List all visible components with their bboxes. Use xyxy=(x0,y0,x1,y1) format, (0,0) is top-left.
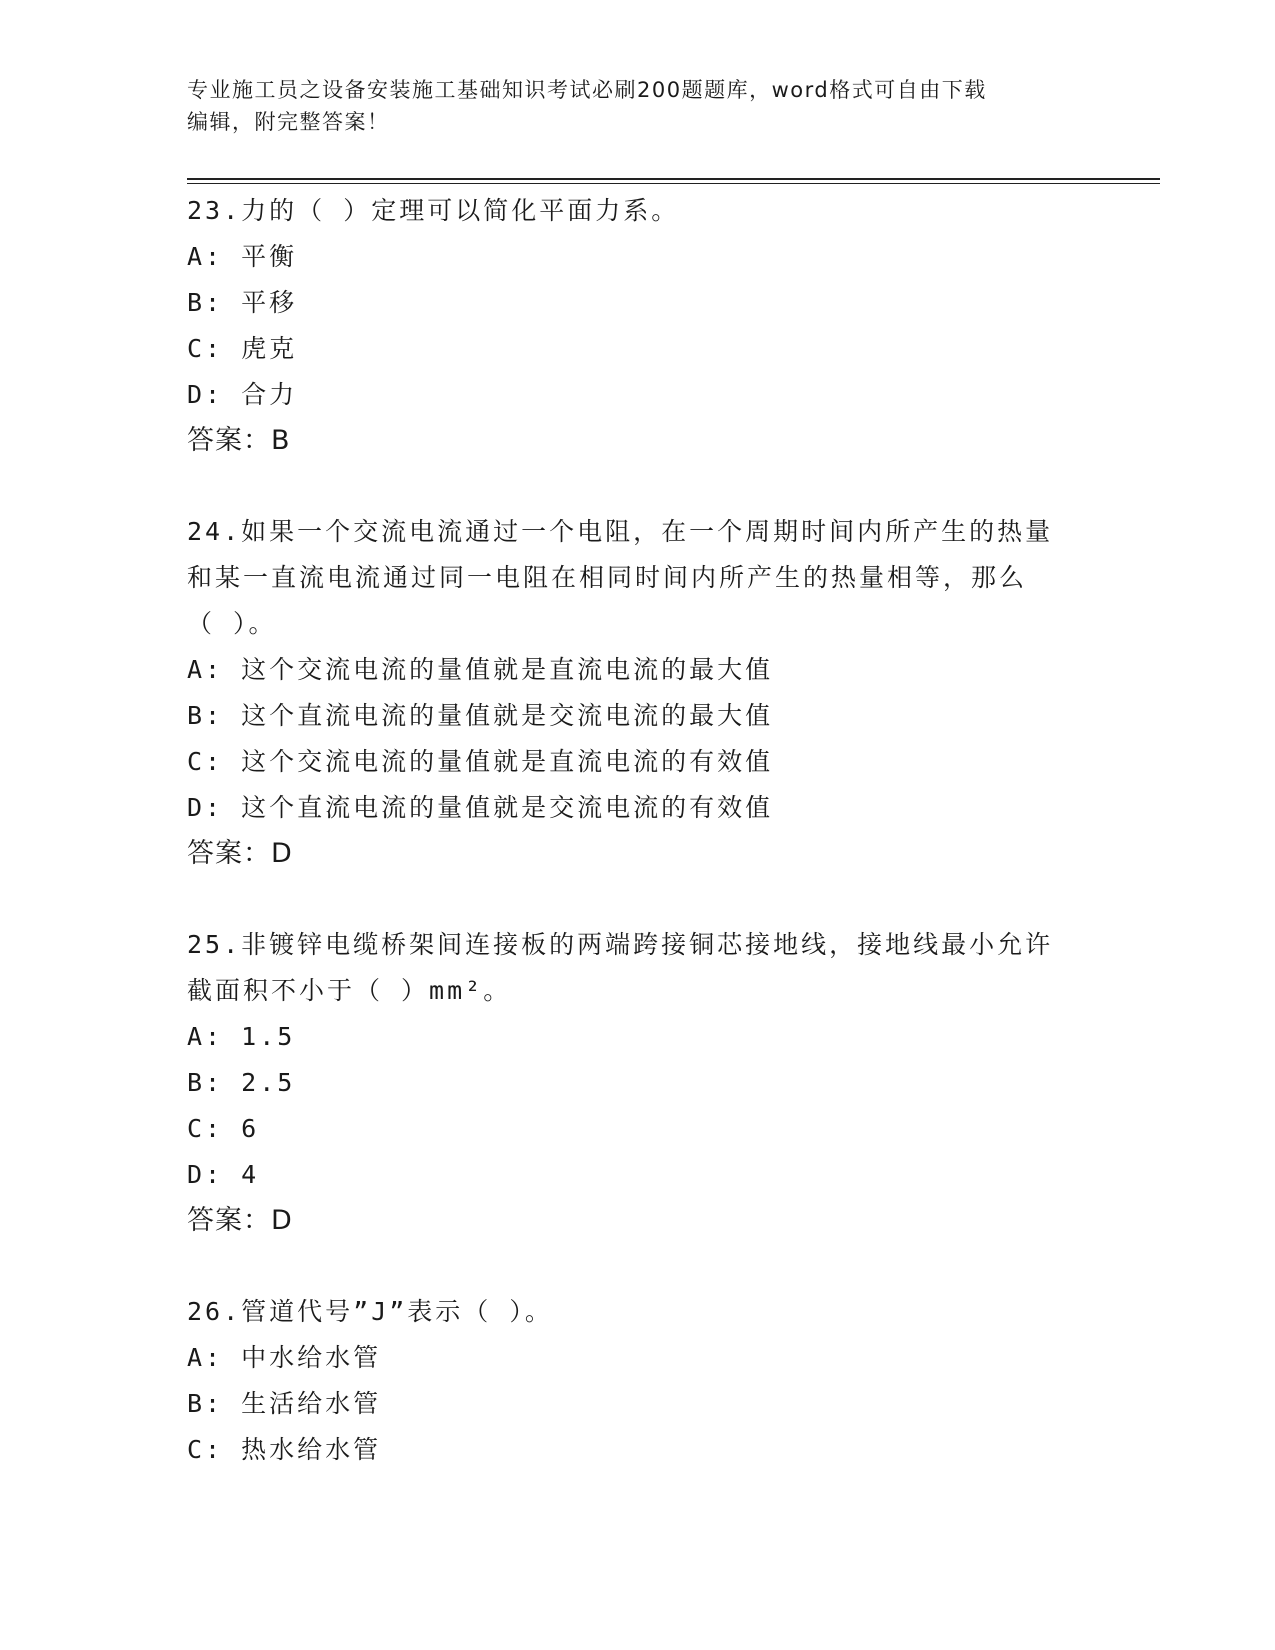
stem-line: 和某一直流电流通过同一电阻在相同时间内所产生的热量相等，那么 xyxy=(187,563,1028,592)
header-divider-thick xyxy=(187,178,1160,180)
option-d: D: 合力 xyxy=(187,380,298,409)
stem-line: 截面积不小于（ ）mm²。 xyxy=(187,976,512,1005)
option-a: A: 1.5 xyxy=(187,1022,296,1051)
question-stem xyxy=(187,188,1087,234)
option-d: D: 这个直流电流的量值就是交流电流的有效值 xyxy=(187,793,774,822)
answer-line: 答案：D xyxy=(187,838,293,869)
stem-line: 26.管道代号”J”表示（ ）。 xyxy=(187,1297,553,1326)
option-a: A: 中水给水管 xyxy=(187,1343,382,1372)
answer-line: 答案：B xyxy=(187,425,291,456)
question-26 xyxy=(187,1289,1087,1473)
option-c: C: 虎克 xyxy=(187,334,298,363)
option-d: D: 4 xyxy=(187,1160,260,1189)
stem-line: 25.非镀锌电缆桥架间连接板的两端跨接铜芯接地线，接地线最小允许 xyxy=(187,930,1054,959)
question-stem xyxy=(187,509,1087,647)
question-list xyxy=(187,188,1087,1518)
option-a: A: 平衡 xyxy=(187,242,298,271)
header-divider-thin xyxy=(187,183,1160,184)
option-b: B: 平移 xyxy=(187,288,298,317)
option-c: C: 6 xyxy=(187,1114,260,1143)
option-b: B: 2.5 xyxy=(187,1068,296,1097)
stem-line: （ ）。 xyxy=(187,609,277,638)
option-b: B: 这个直流电流的量值就是交流电流的最大值 xyxy=(187,701,774,730)
option-b: B: 生活给水管 xyxy=(187,1389,382,1418)
question-stem xyxy=(187,922,1087,1014)
question-24 xyxy=(187,509,1087,877)
option-c: C: 热水给水管 xyxy=(187,1435,382,1464)
option-c: C: 这个交流电流的量值就是直流电流的有效值 xyxy=(187,747,774,776)
answer-line: 答案：D xyxy=(187,1205,293,1236)
question-23 xyxy=(187,188,1087,464)
stem-line: 24.如果一个交流电流通过一个电阻，在一个周期时间内所产生的热量 xyxy=(187,517,1054,546)
question-25 xyxy=(187,922,1087,1244)
option-a: A: 这个交流电流的量值就是直流电流的最大值 xyxy=(187,655,774,684)
document-title: 专业施工员之设备安装施工基础知识考试必刷200题题库，word格式可自由下载 编辑，附完整答案！ xyxy=(187,78,987,134)
stem-line: 23.力的（ ）定理可以简化平面力系。 xyxy=(187,196,680,225)
question-stem xyxy=(187,1289,1087,1335)
